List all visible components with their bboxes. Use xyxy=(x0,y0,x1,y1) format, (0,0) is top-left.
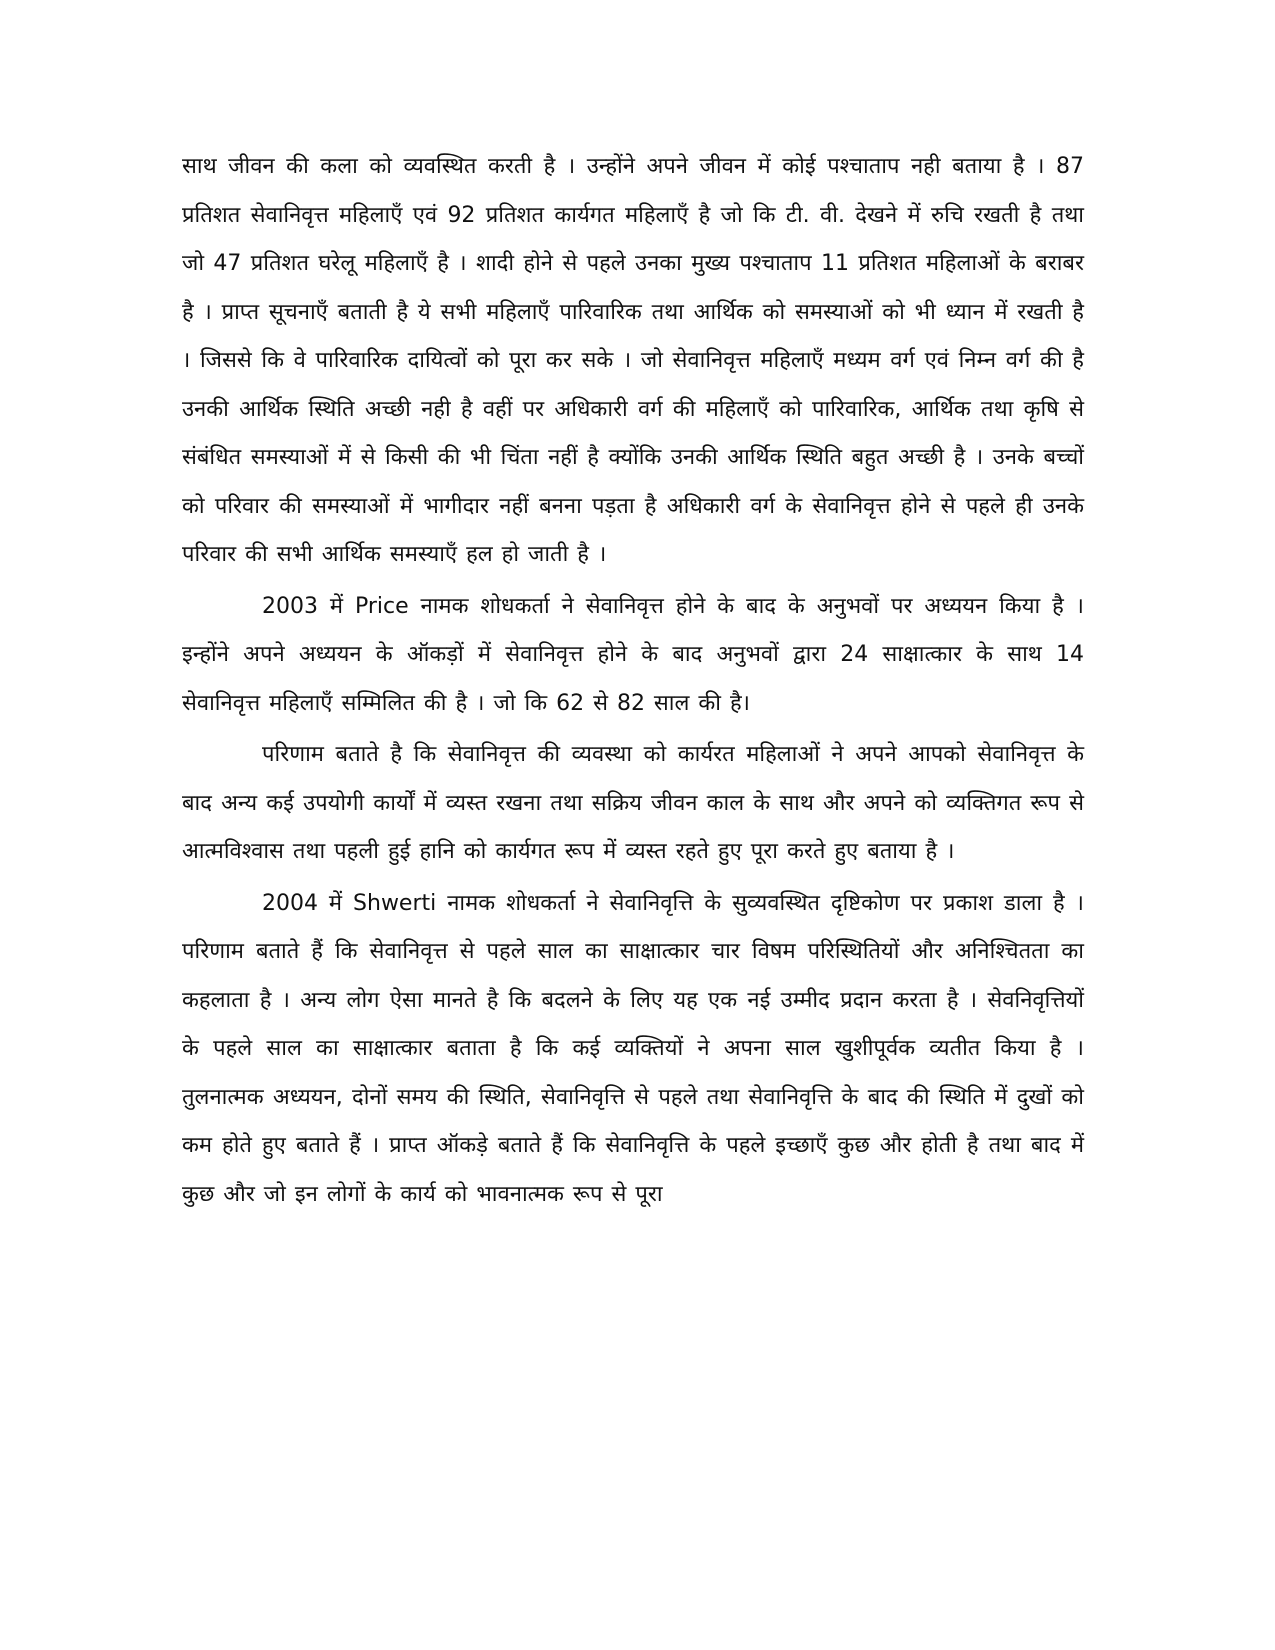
document-body xyxy=(182,143,1084,1219)
paragraph-1: साथ जीवन की कला को व्यवस्थित करती है । उन्होंने अपने जीवन में कोई पश्चाताप नही बताया है । 87 प्रतिशत सेवानिवृत्त महिलाऍं एवं 92 प्रतिशत कार्यगत महिलाऍं है जो कि टी. वी. देखने में रुचि रखती है तथा जो 47 प्रतिशत घरेलू महिलाऍं है । शादी होने से पहले उनका मुख्य पश्चाताप 11 प्रतिशत महिलाओं के बराबर है । प्राप्त सूचनाऍं बताती है ये सभी महिलाऍं पारिवारिक तथा आर्थिक को समस्याओं को भी ध्यान में रखती है । जिससे कि वे पारिवारिक दायित्वों को पूरा कर सके । जो सेवानिवृत्त महिलाऍं मध्यम वर्ग एवं निम्न वर्ग की है उनकी आर्थिक स्थिति अच्छी नही है वहीं पर अधिकारी वर्ग की महिलाऍं को पारिवारिक, आर्थिक तथा कृषि से संबंधित समस्याओं में से किसी की भी चिंता नहीं है क्योंकि उनकी आर्थिक स्थिति बहुत अच्छी है । उनके बच्चों को परिवार की समस्याओं में भागीदार नहीं बनना पड़ता है अधिकारी वर्ग के सेवानिवृत्त होने से पहले ही उनके परिवार की सभी आर्थिक समस्याऍं हल हो जाती है । xyxy=(182,154,1084,567)
paragraph-3: परिणाम बताते है कि सेवानिवृत्त की व्यवस्था को कार्यरत महिलाओं ने अपने आपको सेवानिवृत्त के बाद अन्य कई उपयोगी कार्यों में व्यस्त रखना तथा सक्रिय जीवन काल के साथ और अपने को व्यक्तिगत रूप से आत्मविश्वास तथा पहली हुई हानि को कार्यगत रूप में व्यस्त रहते हुए पूरा करते हुए बताया है । xyxy=(182,742,1084,864)
paragraph-4: 2004 में Shwerti नामक शोधकर्ता ने सेवानिवृत्ति के सुव्यवस्थित दृष्टिकोण पर प्रकाश डाला है । परिणाम बताते हैं कि सेवानिवृत्त से पहले साल का साक्षात्कार चार विषम परिस्थितियों और अनिश्चितता का कहलाता है । अन्य लोग ऐसा मानते है कि बदलने के लिए यह एक नई उम्मीद प्रदान करता है । सेवनिवृत्तियों के पहले साल का साक्षात्कार बताता है कि कई व्यक्तियों ने अपना साल खुशीपूर्वक व्यतीत किया है । तुलनात्मक अध्ययन, दोनों समय की स्थिति, सेवानिवृत्ति से पहले तथा सेवानिवृत्ति के बाद की स्थिति में दुखों को कम होते हुए बताते हैं । प्राप्त ऑकड़े बताते हैं कि सेवानिवृत्ति के पहले इच्छाऍं कुछ और होती है तथा बाद में कुछ और जो इन लोगों के कार्य को भावनात्मक रूप से पूरा xyxy=(182,890,1084,1207)
paragraph-2: 2003 में Price नामक शोधकर्ता ने सेवानिवृत्त होने के बाद के अनुभवों पर अध्ययन किया है । इन्होंने अपने अध्ययन के ऑकड़ों में सेवानिवृत्त होने के बाद अनुभवों द्वारा 24 साक्षात्कार के साथ 14 सेवानिवृत्त महिलाऍं सम्मिलित की है । जो कि 62 से 82 साल की है। xyxy=(182,593,1084,716)
